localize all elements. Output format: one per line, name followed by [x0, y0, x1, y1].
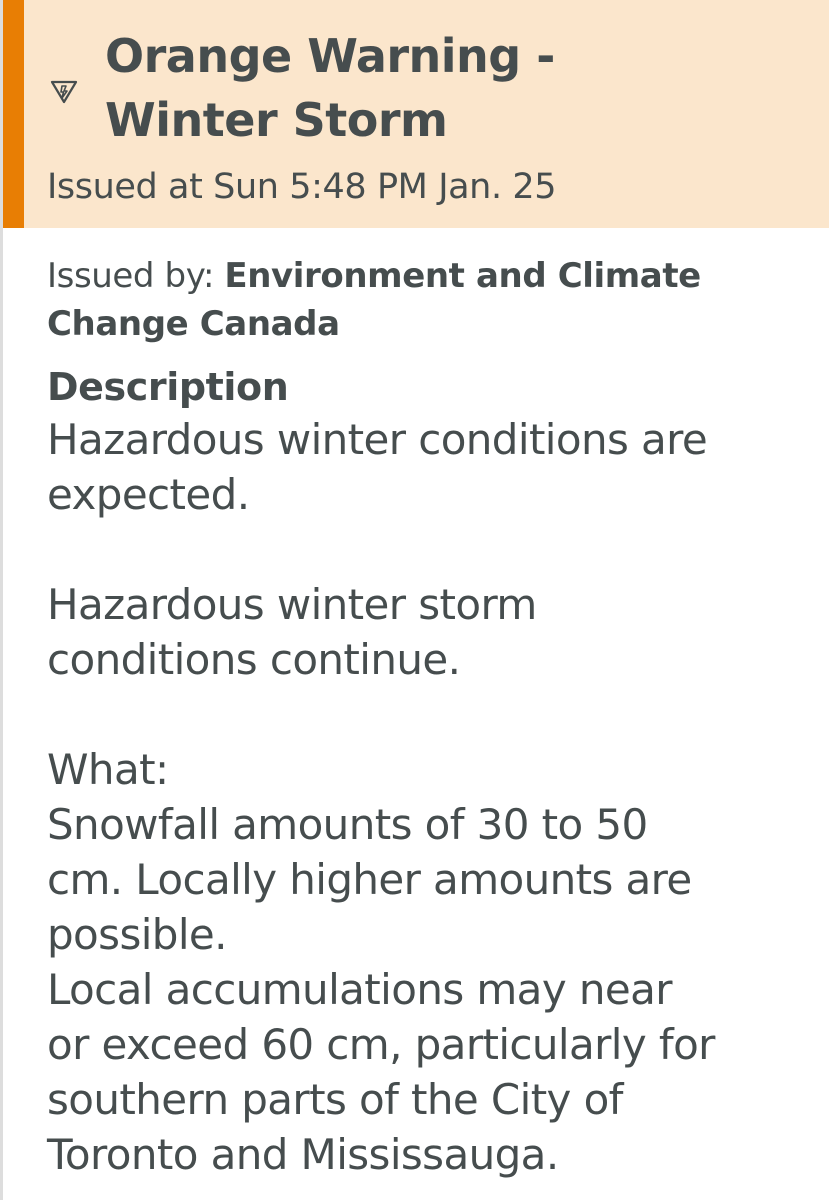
- storm-warning-icon: [49, 76, 79, 106]
- warning-severity-bar: [3, 0, 24, 228]
- alert-title: [105, 24, 805, 152]
- alert-title-line-2: Winter Storm: [105, 93, 448, 147]
- issued-by-label: Issued by:: [47, 256, 225, 296]
- issuing-organization-line-1: Environment and Climate: [224, 256, 701, 296]
- description-heading: Description: [47, 365, 289, 409]
- alert-header: [3, 0, 829, 228]
- issued-by: [47, 252, 817, 348]
- alert-issued-time: Issued at Sun 5:48 PM Jan. 25: [47, 167, 557, 207]
- alert-body: [47, 252, 817, 1182]
- alert-title-line-1: Orange Warning -: [105, 29, 555, 83]
- description-text: Hazardous winter conditions are expected. Hazardous winter storm conditions continue. What: Snowfall amounts of 30 to 50 cm. Locally higher amounts are possible. Local accumulations may near or exceed 60 cm, particularly for southern parts of the City of Toronto and Mississauga.: [47, 415, 715, 1179]
- issuing-organization-line-2: Change Canada: [47, 304, 340, 344]
